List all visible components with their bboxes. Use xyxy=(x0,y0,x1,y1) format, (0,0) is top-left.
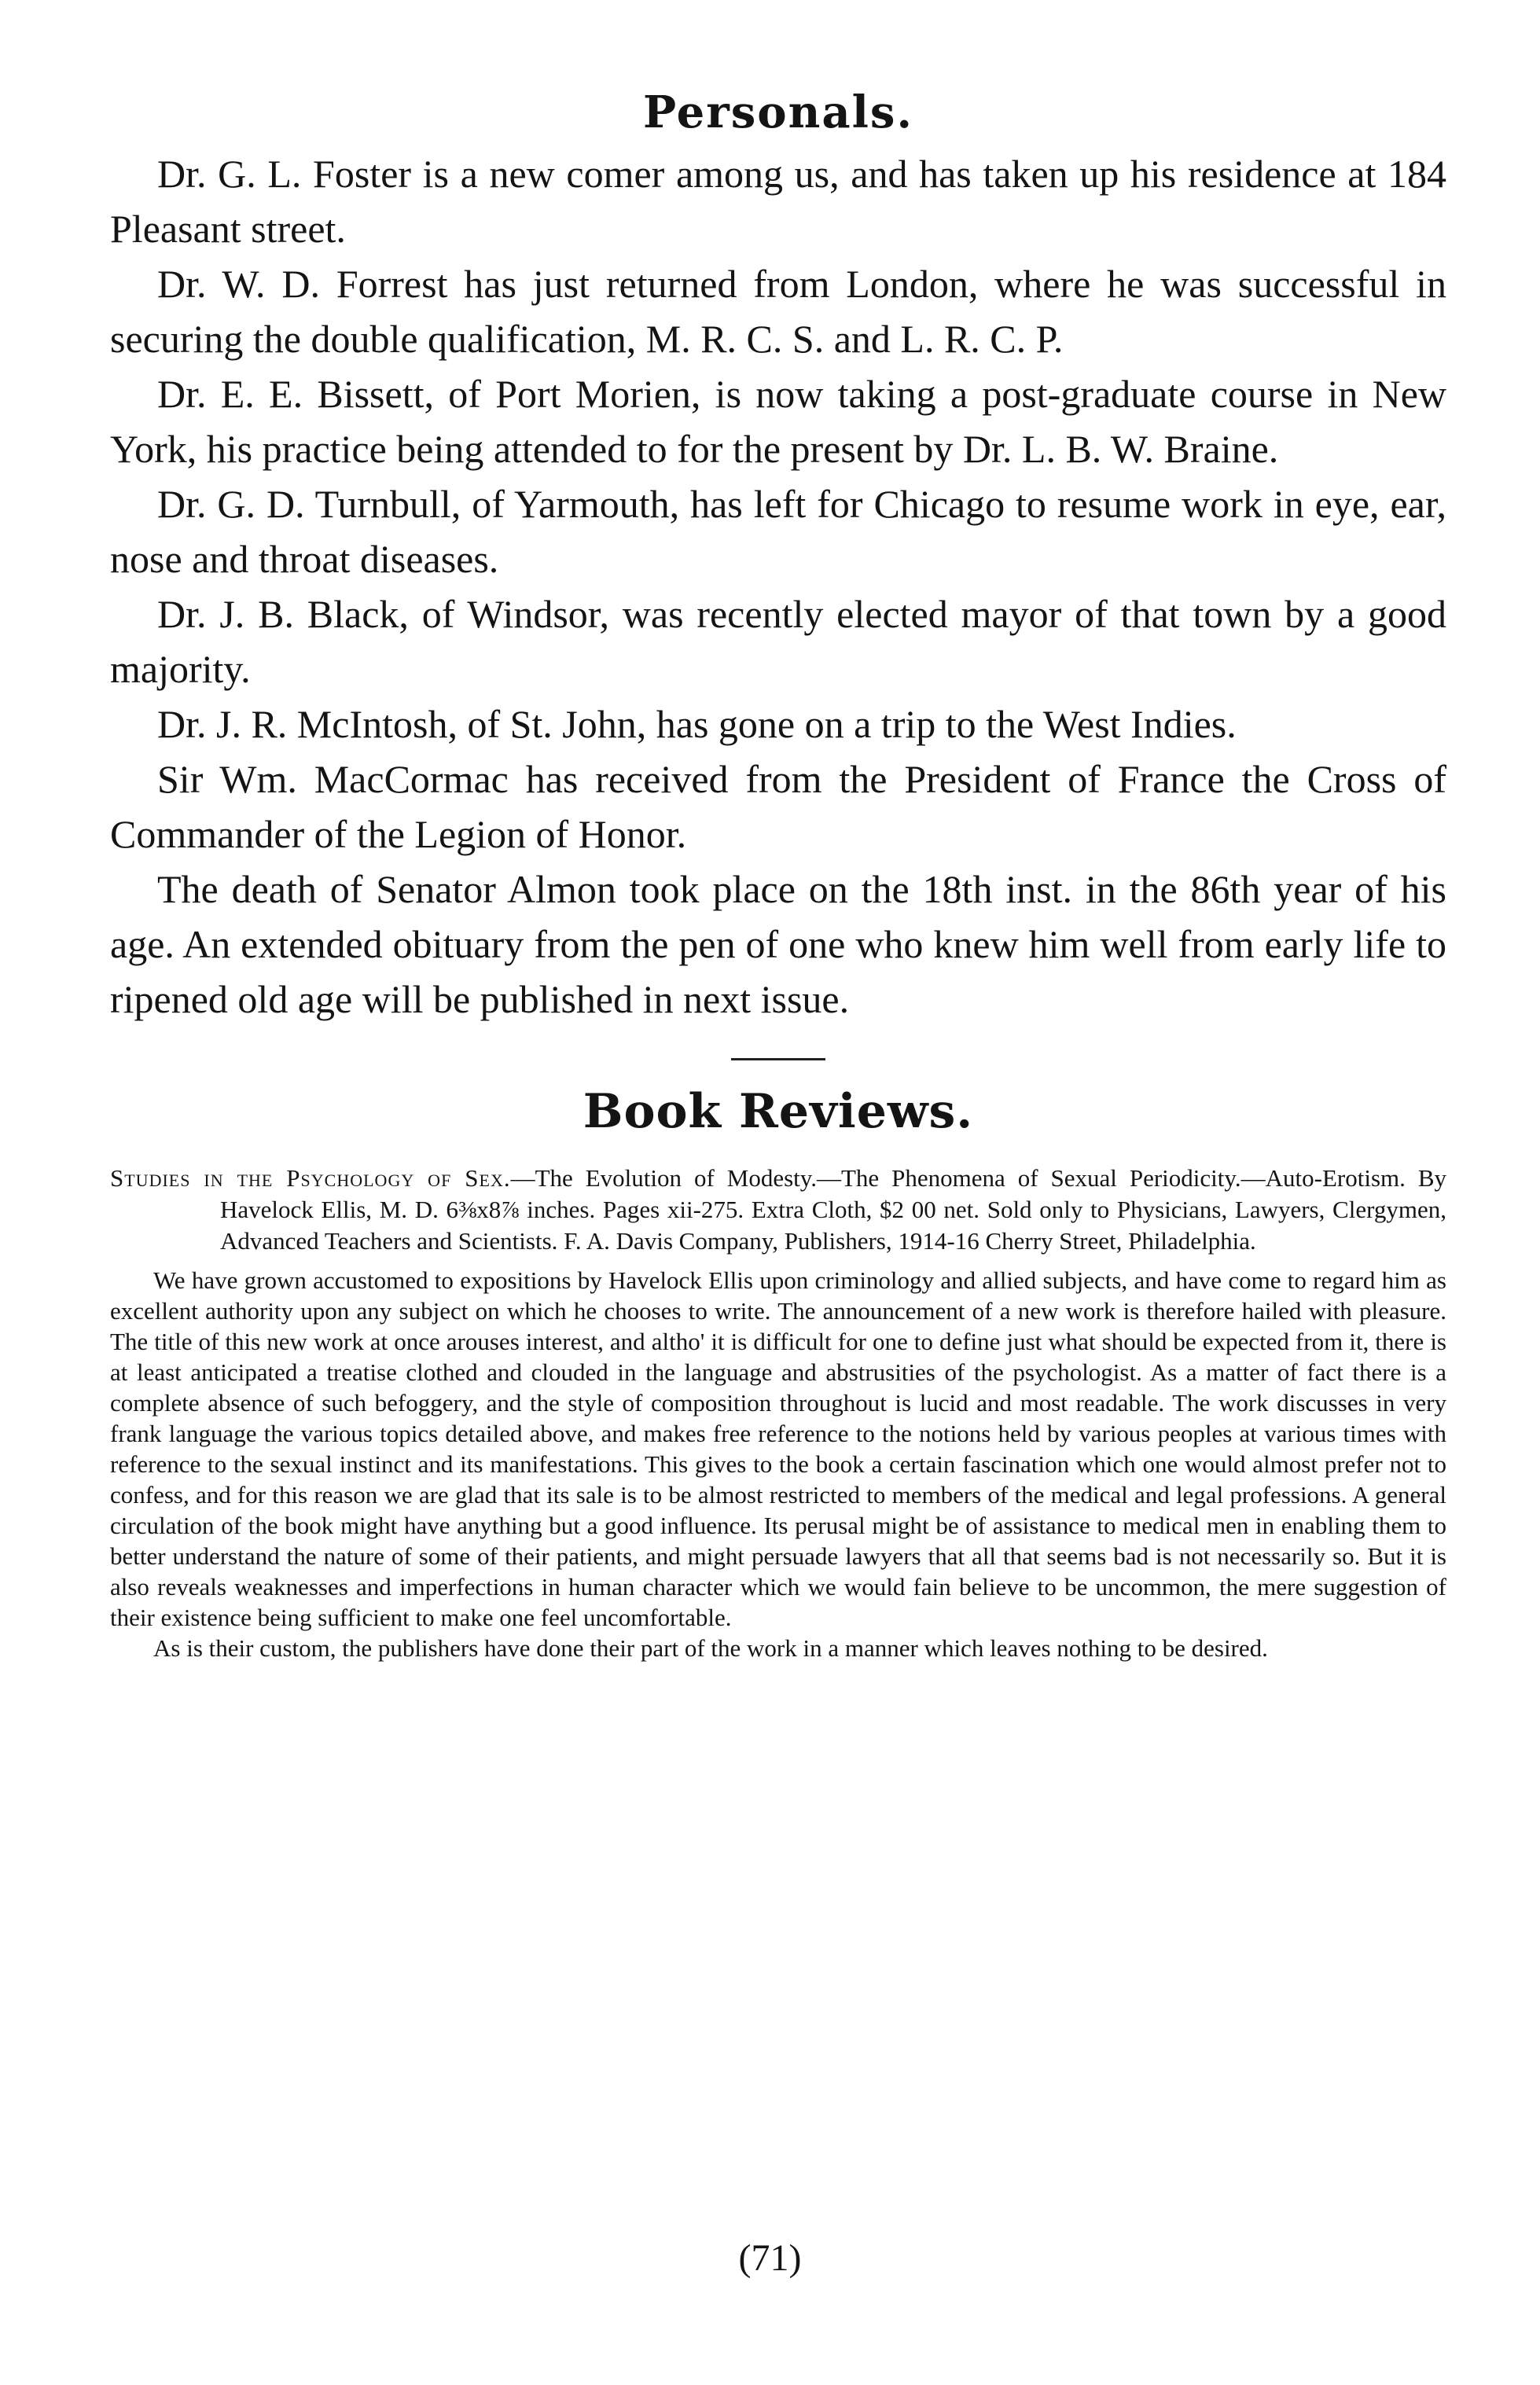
review-paragraph: We have grown accustomed to expositions by Havelock Ellis upon criminology and allied subjects, and have come to regard him as excellent authority upon any subject on which he chooses to write. The announcement of a new work is therefore hailed with pleasure. The title of this new work at once arouses interest, and altho' it is difficult for one to define just what should be expected from it, there is at least anticipated a treatise clothed and clouded in the language and abstrusities of the psychologist. As a matter of fact there is a complete absence of such befoggery, and the style of composition throughout is lucid and most readable. The work discusses in very frank language the various topics detailed above, and makes free reference to the notions held by various peoples at various times with reference to the sexual instinct and its manifestations. This gives to the book a certain fascination which one would almost prefer not to confess, and for this reason we are glad that its sale is to be almost restricted to members of the medical and legal professions. A general circulation of the book might have anything but a good influence. Its perusal might be of assistance to medical men in enabling them to better understand the nature of some of their patients, and might persuade lawyers that all that seems bad is not necessarily so. But it is also reveals weaknesses and imperfections in human character which we would fain believe to be uncommon, the mere suggestion of their existence being sufficient to make one feel uncomfortable. xyxy=(110,1266,1446,1631)
journal-page xyxy=(110,86,1446,1663)
personals-section xyxy=(110,146,1446,1027)
personal-item: Sir Wm. MacCormac has received from the President of France the Cross of Commander of the Legion of Honor. xyxy=(110,757,1446,856)
page-number: (71) xyxy=(738,2237,802,2279)
personal-item: Dr. J. R. McIntosh, of St. John, has gone on a trip to the West Indies. xyxy=(157,702,1237,746)
book-title: Studies in the Psychology of Sex. xyxy=(110,1164,511,1192)
personal-item: Dr. J. B. Black, of Windsor, was recently elected mayor of that town by a good majority. xyxy=(110,592,1446,691)
personal-item: Dr. G. D. Turnbull, of Yarmouth, has left for Chicago to resume work in eye, ear, nose and throat diseases. xyxy=(110,482,1446,581)
personal-item: The death of Senator Almon took place on the 18th inst. in the 86th year of his age. An extended obituary from the pen of one who knew him well from early life to ripened old age will be published in next issue. xyxy=(110,867,1446,1021)
personals-heading: Personals. xyxy=(643,86,913,138)
section-divider xyxy=(731,1058,825,1060)
review-paragraph: As is their custom, the publishers have done their part of the work in a manner which leaves nothing to be desired. xyxy=(153,1634,1268,1662)
personal-item: Dr. W. D. Forrest has just returned from London, where he was successful in securing the double qualification, M. R. C. S. and L. R. C. P. xyxy=(110,262,1446,361)
personal-item: Dr. G. L. Foster is a new comer among us, and has taken up his residence at 184 Pleasant street. xyxy=(110,152,1446,251)
book-citation xyxy=(110,1163,1446,1257)
book-reviews-heading: Book Reviews. xyxy=(583,1084,974,1139)
personal-item: Dr. E. E. Bissett, of Port Morien, is now taking a post-graduate course in New York, his practice being attended to for the present by Dr. L. B. W. Braine. xyxy=(110,372,1446,471)
book-details: —The Evolution of Modesty.—The Phenomena of Sexual Periodicity.—Auto-Erotism. By Havelock Ellis, M. D. 6⅜x8⅞ inches. Pages xii-275. Extra Cloth, $2 00 net. Sold only to Physicians, Lawyers, Clergymen, Advanced Teachers and Scientists. F. A. Davis Company, Publishers, 1914-16 Cherry Street, Philadelphia. xyxy=(220,1164,1447,1255)
